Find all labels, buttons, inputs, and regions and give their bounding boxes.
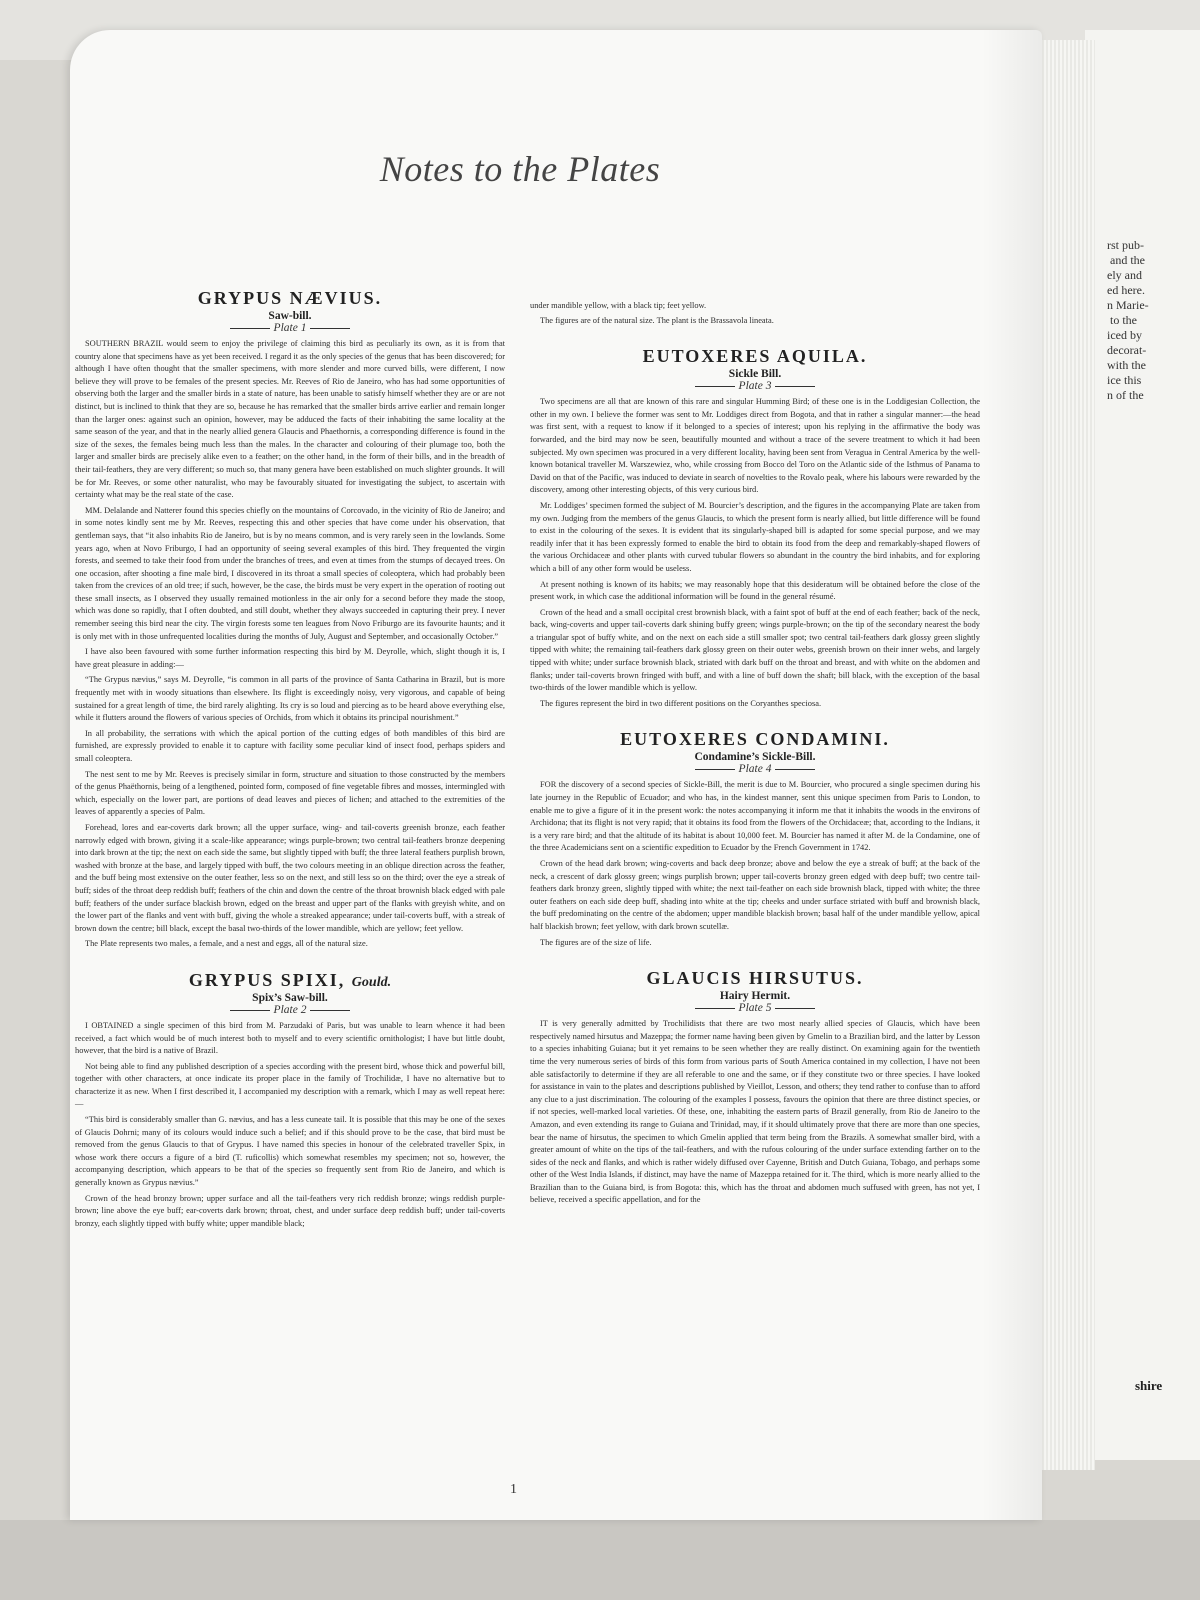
paragraph: I OBTAINED a single specimen of this bird from M. Parzudaki of Paris, but was unable to learn whence it had been received, a fact which would be of much interest both to myself and to every scientific ornithologist; I have but little doubt, however, that the bird is a native of Brazil. bbox=[75, 1020, 505, 1056]
paragraph: Crown of the head dark brown; wing-coverts and back deep bronze; above and below the eye a streak of buff; at the back of the neck, a crescent of dark glossy green; wings purplish brown; upper tail-coverts bronzy green edged with deep buff; two centre tail-feathers dark bronzy green, slightly tipped with white; the next tail-feather on each side brownish black, tipped with white; the three outer feathers on each side deep buff, shading into white at the tip; cheeks and under surface striated with buff and brownish black, the buff predominating on the centre of the abdomen; upper mandible blackish brown; basal half of the under mandible yellow, apical half blackish brown; feet yellow, with dark brown scutellæ. bbox=[530, 859, 980, 931]
page-edges bbox=[1040, 40, 1095, 1470]
plate-number: Plate 1 bbox=[273, 322, 307, 334]
paragraph: “The Grypus nævius,” says M. Deyrolle, “is common in all parts of the province of Santa Catharina in Brazil, but is more frequently met with in woody situations than elsewhere. Its flight is exceedingly noisy, very vigorous, and capable of being sustained for a great length of time, the bird rarely alighting. Its cry is so loud and piercing as to be heard above everything else, while it flutters around the flowers of various species of Orchids, from which it obtains its principal nourishment.” bbox=[75, 675, 505, 723]
section-title: EUTOXERES AQUILA. bbox=[642, 346, 868, 367]
paragraph: At present nothing is known of its habits; we may reasonably hope that this desideratum will be obtained before the close of the present work, in which case the additional information will be found in the general résumé. bbox=[530, 579, 980, 602]
plate-label bbox=[75, 322, 505, 334]
paragraph: In all probability, the serrations with which the apical portion of the cutting edges of both mandibles of this bird are furnished, are expressly provided to enable it to capture with facility some peculiar kind of insect food, perhaps spiders and small coleoptera. bbox=[75, 728, 505, 763]
section-eutoxeres-condamini bbox=[530, 729, 980, 949]
section-glaucis-hirsutus bbox=[530, 968, 980, 1207]
paragraph: MM. Delalande and Natterer found this species chiefly on the mountains of Corcovado, in the vicinity of Rio de Janeiro; and in some notes kindly sent me by Mr. Reeves, respecting this and other species that have come under his observation, that gentleman says, that “it also inhabits Rio de Janeiro, but is by no means common, and is very rarely seen in the lowlands. Some years ago, when at Novo Friburgo, I had an opportunity of seeing several examples of this bird. They frequented the virgin forests, and seemed to take their food from under the branches of trees, and even at times from the stumps of decayed trees. On one occasion, after shooting a fine male bird, I discovered in its throat a small species of coleoptera, which had probably been taken from the crevices of an old tree; if such, however, be the case, the birds must be very expert in the operation of rooting out these small insects, as I observed they usually remained motionless in the air only for a second before they made the stoop, which was done so rapidly, that I often doubted, and still doubt, whether they always succeeded in capturing their prey. I never remember seeing this bird near the city. The virgin forests some ten leagues from Novo Friburgo are its favourite haunts; and it is only met with in those unfrequented localities during the months of July, August and September, and occasionally October.” bbox=[75, 505, 505, 641]
paragraph: Not being able to find any published description of a species according with the present bird, whose thick and powerful bill, together with other characters, at once indicate its proper place in the family of Trochilidæ, I have no alternative but to characterize it as new. When I first described it, I accompanied my description with a remark, which I may as well repeat here:— bbox=[75, 1061, 505, 1109]
paragraph: The Plate represents two males, a female, and a nest and eggs, all of the natural size. bbox=[85, 939, 368, 949]
plate-number: Plate 5 bbox=[738, 1002, 772, 1015]
book-page bbox=[70, 30, 1042, 1520]
next-page-text: rst pub- and the ely and ed here. n Marie- to the iced by decorat- with the ice this n of the bbox=[1107, 238, 1149, 402]
paragraph: Two specimens are all that are known of this rare and singular Humming Bird; of these one is in the Loddigesian Collection, the other in my own. I believe the former was sent to Mr. Loddiges direct from Bogota, and that in rather a singular manner:—the head was first sent, with a request to know if it belonged to a species of interest; upon his replying in the affirmative the body was forwarded, and the bird may now be seen, beautifully mounted and without a trace of the severe treatment to which it had been subjected. My own specimen was procured in a very different locality, having been sent from Veragua in Central America by the well-known botanical traveller M. Warszewiez, who, while crossing from Bocco del Toro on the Atlantic side of the Isthmus of Panama to David on that of the Pacific, was induced to deviate in search of novelties to the Rovalo peak, where his labours were rewarded by the discovery, among other interesting objects, of this very curious bird. bbox=[530, 397, 980, 495]
common-name: Saw-bill. bbox=[268, 310, 312, 322]
plate-number: Plate 2 bbox=[273, 1003, 307, 1016]
next-page-word: shire bbox=[1135, 1378, 1163, 1393]
paragraph: Mr. Loddiges’ specimen formed the subject of M. Bourcier’s description, and the figures in the accompanying Plate are taken from my own. Judging from the members of the genus Glaucis, to which the present form is nearly allied, but little difference will be found to exist in the colouring of the sexes. It is evident that its singularly-shaped bill is adapted for some special purpose, and we may readily infer that it has been expressly formed to enable the bird to obtain its food from the deep and remarkably-shaped flowers of the various Orchidaceæ and other plants with curved tubular flowers so abundant in the country the bird inhabits, and for exploring which a bill of any other form would be useless. bbox=[530, 500, 980, 573]
paragraph: The figures are of the size of life. bbox=[540, 937, 652, 947]
plate-label bbox=[530, 1002, 980, 1014]
left-column bbox=[75, 288, 505, 1233]
section-eutoxeres-aquila bbox=[530, 346, 980, 710]
section-title bbox=[75, 970, 505, 991]
plate-number: Plate 4 bbox=[738, 763, 772, 776]
section-title: GLAUCIS HIRSUTUS. bbox=[646, 968, 864, 989]
paragraph: The figures represent the bird in two different positions on the Coryanthes speciosa. bbox=[540, 698, 822, 708]
paragraph: Crown of the head and a small occipital crest brownish black, with a faint spot of buff at the end of each feather; back of the neck, back, wing-coverts and upper tail-coverts dark shining buffy green; wings purple-brown; on the tip of the secondary nearest the body a triangular spot of buffy white, and on the next on each side a still smaller spot; two central tail-feathers dark glossy green slightly tipped with white; the remaining tail-feathers dark glossy green on their outer webs, greenish brown on their inner webs, and largely tipped with white; under surface brownish black, striated with dark buff on the throat and breast, and with white on the abdomen and flanks; under tail-coverts brown fringed with buff, and with a line of buff down the shaft; bill black, with the exception of the basal two-thirds of the lower mandible which is yellow. bbox=[530, 607, 980, 693]
continuation-line: The figures are of the natural size. The plant is the Brassavola lineata. bbox=[540, 315, 774, 325]
paragraph: Forehead, lores and ear-coverts dark brown; all the upper surface, wing- and tail-coverts greenish bronze, each feather narrowly edged with brown, giving it a scale-like appearance; wings purple-brown; two central tail-feathers bronze deepening into dark brown at the tip; the next on each side the same, but slightly tipped with buff; the three lateral feathers purplish brown, washed with bronze at the base, and largely tipped with buff, the two colours meeting in an oblique direction across the feather, and the buff being most extensive on the outer feather, less so on the next, and still less so on the third; over the eye a streak of buff; sides of the throat deep reddish buff; feathers of the chin and down the centre of the throat brownish black edged with pale buff; feathers of the under surface blackish brown, edged on the breast and upper part of the flanks with greyish white, and on the lower part of the flanks and vent with buff, giving the whole a streaked appearance; under tail-coverts buff, with a streak of brown down the centre; bill black, except the basal two-thirds of the lower mandible, which are yellow; feet yellow. bbox=[75, 822, 505, 933]
plate-label bbox=[530, 380, 980, 392]
common-name: Condamine’s Sickle-Bill. bbox=[694, 751, 816, 764]
section-author: Gould. bbox=[351, 974, 392, 990]
next-page-fragment bbox=[1085, 30, 1200, 1460]
section-grypus-spixi bbox=[75, 970, 505, 1231]
continuation-line: under mandible yellow, with a black tip; feet yellow. bbox=[530, 301, 707, 310]
plate-number: Plate 3 bbox=[738, 380, 772, 393]
paragraph: IT is very generally admitted by Trochilidists that there are two most nearly allied species of Glaucis, which have been respectively named hirsutus and Mazeppa; the former name having been given by Gmelin to a Brazilian bird, and the latter by Lesson to a species inhabiting Guiana; but it yet remains to be seen whether they are really distinct. On examining again for the twentieth time the very numerous series of birds of this form from various parts of South America contained in my collection, I have not been able satisfactorily to determine if they are all referable to one and the same, or if they constitute two or three species. I have looked for assistance in vain to the plates and descriptions published by Vieillot, Lesson, and others; they tend rather to confuse than to afford any clue to a just discrimination. The colouring of the examples I possess, favours the opinion that there are three distinct species, or if not species, well-marked local varieties. Of these, one, inhabiting the eastern parts of Brazil generally, from Rio de Janeiro to the Amazon, and even extending its range to Guiana and Trinidad, may, if it should ultimately prove that there are more than one species, bear the name of hirsutus, the specimen to which Gmelin applied that term being from the Brazils. A somewhat smaller bird, with a greater amount of white on the tips of the tail-feathers, and with the rufous colouring of the under surface extending farther on to the sides of the neck and flanks, and which is rather widely diffused over Cayenne, British and Dutch Guiana, Tobago, and perhaps some other of the West India Islands, if distinct, may have the name of Mazeppa retained for it. The third, which is more nearly allied to the Brazilian than to the Guiana bird, is from Bogota: this, which has the throat and abdomen much suffused with green, has not yet, I believe, received a specific appellation, and for the bbox=[530, 1019, 980, 1205]
common-name: Spix’s Saw-bill. bbox=[252, 991, 328, 1004]
page-number: 1 bbox=[510, 1482, 517, 1497]
section-title: GRYPUS NÆVIUS. bbox=[197, 288, 383, 308]
gutter-shade bbox=[982, 30, 1042, 1520]
paragraph: SOUTHERN BRAZIL would seem to enjoy the privilege of claiming this bird as peculiarly its own, as it is from that country alone that specimens have as yet been received. I regard it as the only species of the genus that has been discovered; for although I have often thought that the smaller specimens, with more slender and more curved bills, were different, I now believe they will prove to be females of the present species. Mr. Reeves of Rio de Janeiro, who has had some opportunities of observing both the larger and the smaller birds in a state of nature, has been unable to satisfy himself whether they are or are not distinct, but is inclined to think that they are so, because he has remarked that the smaller birds arrive earlier and remain longer than the larger ones: against such an opinion, however, may be adduced the facts of their inhabiting the same locality at the same season of the year, and that in the nearly allied genera Glaucis and Phaethornis, a corresponding difference is found in the size of the sexes, the females being much less than the males. In the character and colouring of their plumage too, both the larger and smaller birds are precisely alike even to a feather; on the other hand, in the form of their bills, and in the breadth of their tail-feathers, they are very different; so much so, that many genera have been established on much slighter grounds. It will be for Mr. Reeves, or some other naturalist, who may be favourably situated for investigating the subject, to ascertain with certainty what may be the real state of the case. bbox=[75, 339, 505, 500]
section-title-text: GRYPUS SPIXI, bbox=[188, 969, 346, 990]
paragraph: I have also been favoured with some further information respecting this bird by M. Deyrolle, which, slight though it is, I have great pleasure in adding:— bbox=[75, 647, 505, 669]
paragraph: Crown of the head bronzy brown; upper surface and all the tail-feathers very rich reddish bronze; wings reddish purple-brown; line above the eye buff; ear-coverts dark brown; throat, chest, and under surface deep reddish buff; under tail-coverts bronzy, each slightly tipped with buffy white; upper mandible black; bbox=[75, 1193, 505, 1228]
section-title: EUTOXERES CONDAMINI. bbox=[620, 729, 890, 750]
paragraph: FOR the discovery of a second species of Sickle-Bill, the merit is due to M. Bourcier, who procured a single specimen during his late journey in the Republic of Ecuador; and who has, in the kindest manner, sent this unique specimen from Paris to London, to enable me to give a figure of it in the present work: the notes accompanying it inform me that it inhabits the woods in the environs of Archidona; that its flight is not very rapid; that it obtains its food from the flowers of the Orchidaceæ; that, according to the Indians, it is a very rare bird; and that the altitude of its habitat is about 10,000 feet. M. Bourcier has named it after M. de la Condamine, one of the three Academicians sent on a scientific expedition to Ecuador by the French Government in 1742. bbox=[530, 780, 980, 853]
plate-label bbox=[530, 763, 980, 775]
common-name: Sickle Bill. bbox=[728, 368, 782, 381]
section-continuation bbox=[530, 300, 980, 327]
page-heading: Notes to the Plates bbox=[379, 149, 661, 189]
paragraph: The nest sent to me by Mr. Reeves is precisely similar in form, structure and situation to those constructed by the members of the genus Phaëthornis, being of a lengthened, pointed form, composed of fine vegetable fibres and mosses, intermingled with which, especially on the lower part, are portions of dead leaves and pieces of lichen; and attached to the extremities of the leaves of apparently a species of Palm. bbox=[75, 769, 505, 817]
common-name: Hairy Hermit. bbox=[719, 990, 791, 1003]
plate-label bbox=[75, 1004, 505, 1016]
section-grypus-naevius bbox=[75, 288, 505, 951]
right-column bbox=[530, 300, 980, 1210]
paragraph: “This bird is considerably smaller than G. nævius, and has a less cuneate tail. It is possible that this may be one of the sexes of Glaucis Dohrni; many of its colours would induce such a belief; and if this should prove to be the case, that bird must be removed from the genus Glaucis to that of Grypus. I have named this species in honour of the celebrated traveller Spix, in whose work there occurs a figure of a bird (T. ruficollis) which somewhat resembles my specimen; not so, however, the accompanying description, which appears to be that of the species so frequently sent from Rio de Janeiro, and which is generally known as Grypus nævius.” bbox=[75, 1115, 505, 1188]
backdrop-bottom bbox=[0, 1520, 1200, 1600]
